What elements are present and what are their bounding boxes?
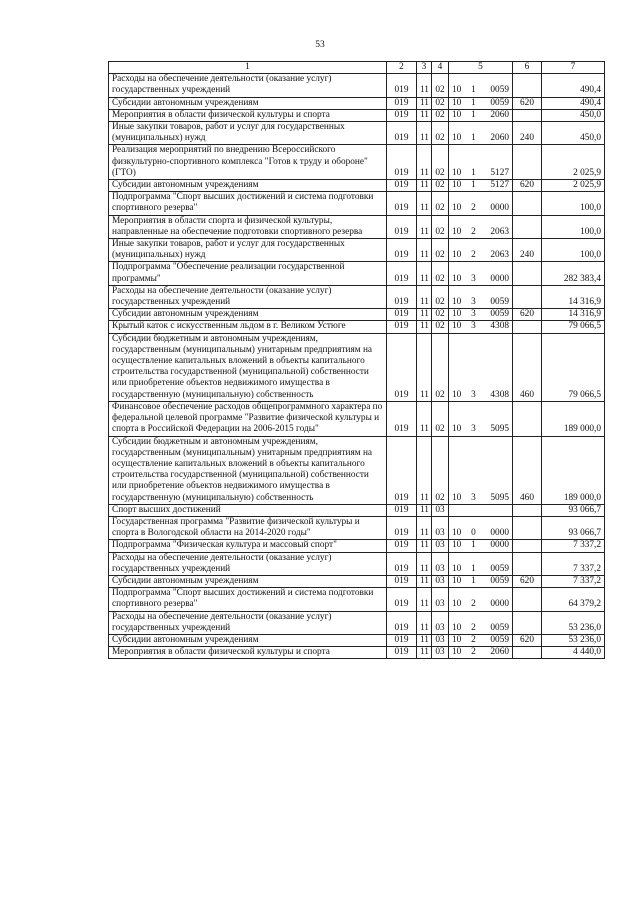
ministry-code: 019	[387, 109, 417, 121]
program-code: 10	[452, 133, 462, 144]
subsection-code: 02	[432, 262, 449, 285]
ministry-code: 019	[387, 321, 417, 333]
direction-code: 5127	[490, 180, 509, 191]
amount: 490,4	[542, 74, 605, 97]
expense-name: Мероприятия в области физической культуры и спорта	[109, 647, 387, 659]
subprogram-code: 1	[471, 85, 476, 96]
table-row	[109, 309, 605, 321]
amount: 53 236,0	[542, 611, 605, 634]
subsection-code: 02	[432, 401, 449, 436]
table-row	[109, 552, 605, 575]
subsection-code: 02	[432, 285, 449, 308]
expense-type-code	[513, 504, 542, 516]
section-code: 11	[417, 192, 432, 215]
section-code: 11	[417, 122, 432, 145]
expense-type-code: 240	[513, 122, 542, 145]
subprogram-code: 2	[471, 647, 476, 658]
amount: 490,4	[542, 97, 605, 109]
section-code: 11	[417, 575, 432, 587]
program-code: 10	[452, 389, 462, 400]
subprogram-code: 1	[471, 563, 476, 574]
direction-code: 2063	[490, 226, 509, 237]
table-row	[109, 588, 605, 611]
section-code: 11	[417, 552, 432, 575]
program-code: 10	[452, 540, 462, 551]
expense-name: Подпрограмма "Физическая культура и массовый спорт"	[109, 540, 387, 552]
column-header: 3	[417, 62, 432, 74]
ministry-code: 019	[387, 215, 417, 238]
subprogram-code: 3	[471, 309, 476, 320]
column-header: 7	[542, 62, 605, 74]
section-code: 11	[417, 540, 432, 552]
section-code: 11	[417, 333, 432, 401]
table-row	[109, 436, 605, 504]
target-article-code	[449, 611, 513, 634]
subsection-code: 03	[432, 588, 449, 611]
amount: 79 066,5	[542, 333, 605, 401]
section-code: 11	[417, 285, 432, 308]
subprogram-code: 1	[471, 167, 476, 178]
program-code: 10	[452, 647, 462, 658]
expense-name: Иные закупки товаров, работ и услуг для государственных (муниципальных) нужд	[109, 122, 387, 145]
target-article-code	[449, 504, 513, 516]
column-header: 6	[513, 62, 542, 74]
amount: 2 025,9	[542, 180, 605, 192]
expense-type-code	[513, 588, 542, 611]
section-code: 11	[417, 504, 432, 516]
target-article-code	[449, 552, 513, 575]
target-article-code	[449, 540, 513, 552]
table-row	[109, 401, 605, 436]
table-row	[109, 333, 605, 401]
section-code: 11	[417, 239, 432, 262]
target-article-code	[449, 97, 513, 109]
subsection-code: 02	[432, 333, 449, 401]
subprogram-code: 3	[471, 321, 476, 332]
direction-code: 5127	[490, 167, 509, 178]
table-row	[109, 285, 605, 308]
table-row	[109, 540, 605, 552]
direction-code: 2060	[490, 647, 509, 658]
amount: 14 316,9	[542, 309, 605, 321]
subsection-code: 03	[432, 611, 449, 634]
program-code: 10	[452, 424, 462, 435]
expense-name: Субсидии автономным учреждениям	[109, 97, 387, 109]
expense-type-code	[513, 552, 542, 575]
direction-code: 2060	[490, 133, 509, 144]
subprogram-code: 0	[471, 528, 476, 539]
direction-code: 0059	[490, 622, 509, 633]
program-code: 10	[452, 109, 462, 120]
direction-code: 0059	[490, 97, 509, 108]
target-article-code	[449, 333, 513, 401]
expense-name: Государственная программа "Развитие физической культуры и спорта в Вологодской области на 2014-2020 годы"	[109, 516, 387, 539]
direction-code: 0000	[490, 599, 509, 610]
ministry-code: 019	[387, 634, 417, 646]
target-article-code	[449, 575, 513, 587]
section-code: 11	[417, 321, 432, 333]
table-row	[109, 180, 605, 192]
amount: 189 000,0	[542, 436, 605, 504]
expense-name: Субсидии бюджетным и автономным учреждениям, государственным (муниципальным) унитарным предприятиям на осуществление капитальных вложений в объекты капитального строительства государственной (муниципальной) собственности или приобретение объектов недвижимого имущества в государственную (муниципальную) собственность	[109, 436, 387, 504]
direction-code: 5095	[490, 492, 509, 503]
target-article-code	[449, 309, 513, 321]
column-header: 1	[109, 62, 387, 74]
subprogram-code: 2	[471, 634, 476, 645]
expense-type-code	[513, 74, 542, 97]
table-row	[109, 516, 605, 539]
subsection-code: 02	[432, 309, 449, 321]
expense-name: Спорт высших достижений	[109, 504, 387, 516]
target-article-code	[449, 239, 513, 262]
target-article-code	[449, 74, 513, 97]
program-code: 10	[452, 273, 462, 284]
amount: 282 383,4	[542, 262, 605, 285]
table-row	[109, 192, 605, 215]
subsection-code: 02	[432, 122, 449, 145]
amount: 450,0	[542, 122, 605, 145]
program-code: 10	[452, 634, 462, 645]
subprogram-code: 1	[471, 109, 476, 120]
expense-name: Расходы на обеспечение деятельности (оказание услуг) государственных учреждений	[109, 74, 387, 97]
section-code: 11	[417, 436, 432, 504]
program-code: 10	[452, 309, 462, 320]
direction-code: 0059	[490, 297, 509, 308]
subprogram-code: 3	[471, 424, 476, 435]
expense-type-code: 620	[513, 97, 542, 109]
section-code: 11	[417, 634, 432, 646]
subsection-code: 03	[432, 516, 449, 539]
ministry-code: 019	[387, 192, 417, 215]
section-code: 11	[417, 145, 432, 180]
expense-type-code	[513, 647, 542, 659]
amount: 93 066,7	[542, 516, 605, 539]
expense-name: Мероприятия в области спорта и физической культуры, направленные на обеспечение подготовки спортивного резерва	[109, 215, 387, 238]
ministry-code: 019	[387, 74, 417, 97]
ministry-code: 019	[387, 575, 417, 587]
ministry-code: 019	[387, 145, 417, 180]
program-code: 10	[452, 492, 462, 503]
table-row	[109, 74, 605, 97]
program-code: 10	[452, 85, 462, 96]
subsection-code: 03	[432, 552, 449, 575]
direction-code: 4308	[490, 389, 509, 400]
program-code: 10	[452, 528, 462, 539]
ministry-code: 019	[387, 552, 417, 575]
expense-type-code	[513, 262, 542, 285]
subprogram-code: 2	[471, 226, 476, 237]
expense-name: Подпрограмма "Обеспечение реализации государственной программы"	[109, 262, 387, 285]
section-code: 11	[417, 611, 432, 634]
section-code: 11	[417, 109, 432, 121]
subsection-code: 02	[432, 145, 449, 180]
subsection-code: 02	[432, 321, 449, 333]
subsection-code: 03	[432, 634, 449, 646]
amount: 14 316,9	[542, 285, 605, 308]
expense-type-code: 620	[513, 180, 542, 192]
expense-name: Реализация мероприятий по внедрению Всероссийского физкультурно-спортивного комплекса "Готов к труду и обороне" (ГТО)	[109, 145, 387, 180]
program-code: 10	[452, 297, 462, 308]
ministry-code: 019	[387, 262, 417, 285]
amount: 100,0	[542, 215, 605, 238]
direction-code: 0000	[490, 528, 509, 539]
direction-code: 5095	[490, 424, 509, 435]
direction-code: 0059	[490, 563, 509, 574]
target-article-code	[449, 262, 513, 285]
expense-type-code	[513, 540, 542, 552]
program-code: 10	[452, 226, 462, 237]
subsection-code: 02	[432, 215, 449, 238]
ministry-code: 019	[387, 180, 417, 192]
program-code: 10	[452, 563, 462, 574]
subsection-code: 02	[432, 97, 449, 109]
expense-name: Субсидии автономным учреждениям	[109, 634, 387, 646]
section-code: 11	[417, 647, 432, 659]
ministry-code: 019	[387, 122, 417, 145]
subprogram-code: 1	[471, 133, 476, 144]
subsection-code: 03	[432, 540, 449, 552]
target-article-code	[449, 180, 513, 192]
expense-name: Иные закупки товаров, работ и услуг для государственных (муниципальных) нужд	[109, 239, 387, 262]
target-article-code	[449, 588, 513, 611]
direction-code: 0000	[490, 273, 509, 284]
amount: 93 066,7	[542, 504, 605, 516]
expense-type-code	[513, 192, 542, 215]
subsection-code: 02	[432, 180, 449, 192]
expense-type-code: 620	[513, 309, 542, 321]
subsection-code: 02	[432, 239, 449, 262]
subsection-code: 02	[432, 74, 449, 97]
ministry-code: 019	[387, 97, 417, 109]
program-code: 10	[452, 599, 462, 610]
target-article-code	[449, 516, 513, 539]
expense-name: Расходы на обеспечение деятельности (оказание услуг) государственных учреждений	[109, 285, 387, 308]
amount: 53 236,0	[542, 634, 605, 646]
target-article-code	[449, 285, 513, 308]
program-code: 10	[452, 97, 462, 108]
direction-code: 0059	[490, 575, 509, 586]
amount: 100,0	[542, 192, 605, 215]
subprogram-code: 2	[471, 250, 476, 261]
expense-name: Мероприятия в области физической культуры и спорта	[109, 109, 387, 121]
subsection-code: 02	[432, 192, 449, 215]
amount: 7 337,2	[542, 575, 605, 587]
ministry-code: 019	[387, 540, 417, 552]
section-code: 11	[417, 97, 432, 109]
expense-type-code: 460	[513, 436, 542, 504]
ministry-code: 019	[387, 333, 417, 401]
expense-type-code: 240	[513, 239, 542, 262]
direction-code: 4308	[490, 321, 509, 332]
subprogram-code: 2	[471, 622, 476, 633]
section-code: 11	[417, 516, 432, 539]
ministry-code: 019	[387, 504, 417, 516]
program-code: 10	[452, 180, 462, 191]
subsection-code: 03	[432, 504, 449, 516]
ministry-code: 019	[387, 401, 417, 436]
table-header-row	[109, 62, 605, 74]
section-code: 11	[417, 401, 432, 436]
expense-name: Подпрограмма "Спорт высших достижений и система подготовки спортивного резерва"	[109, 192, 387, 215]
ministry-code: 019	[387, 647, 417, 659]
expense-name: Субсидии бюджетным и автономным учреждениям, государственным (муниципальным) унитарным предприятиям на осуществление капитальных вложений в объекты капитального строительства государственной (муниципальной) собственности или приобретение объектов недвижимого имущества в государственную (муниципальную) собственность	[109, 333, 387, 401]
amount: 2 025,9	[542, 145, 605, 180]
program-code: 10	[452, 321, 462, 332]
expense-name: Финансовое обеспечение расходов общепрограммного характера по федеральной целевой программе "Развитие физической культуры и спорта в Российской Федерации на 2006-2015 годы"	[109, 401, 387, 436]
subprogram-code: 1	[471, 97, 476, 108]
program-code: 10	[452, 575, 462, 586]
subprogram-code: 1	[471, 180, 476, 191]
subsection-code: 03	[432, 647, 449, 659]
target-article-code	[449, 634, 513, 646]
expense-name: Субсидии автономным учреждениям	[109, 180, 387, 192]
target-article-code	[449, 647, 513, 659]
subprogram-code: 3	[471, 273, 476, 284]
subsection-code: 03	[432, 575, 449, 587]
direction-code: 0000	[490, 540, 509, 551]
amount: 64 379,2	[542, 588, 605, 611]
ministry-code: 019	[387, 309, 417, 321]
section-code: 11	[417, 180, 432, 192]
expense-name: Крытый каток с искусственным льдом в г. Великом Устюге	[109, 321, 387, 333]
ministry-code: 019	[387, 285, 417, 308]
subsection-code: 02	[432, 109, 449, 121]
target-article-code	[449, 215, 513, 238]
amount: 450,0	[542, 109, 605, 121]
section-code: 11	[417, 588, 432, 611]
target-article-code	[449, 401, 513, 436]
target-article-code	[449, 436, 513, 504]
subsection-code: 02	[432, 436, 449, 504]
target-article-code	[449, 109, 513, 121]
table-row	[109, 504, 605, 516]
table-row	[109, 145, 605, 180]
ministry-code: 019	[387, 239, 417, 262]
program-code: 10	[452, 203, 462, 214]
subprogram-code: 3	[471, 492, 476, 503]
expense-type-code	[513, 215, 542, 238]
column-header: 2	[387, 62, 417, 74]
table-row	[109, 239, 605, 262]
expense-type-code: 620	[513, 575, 542, 587]
ministry-code: 019	[387, 611, 417, 634]
section-code: 11	[417, 215, 432, 238]
expense-type-code: 620	[513, 634, 542, 646]
table-row	[109, 97, 605, 109]
subprogram-code: 3	[471, 297, 476, 308]
program-code: 10	[452, 250, 462, 261]
expense-type-code: 460	[513, 333, 542, 401]
amount: 7 337,2	[542, 540, 605, 552]
expense-type-code	[513, 611, 542, 634]
target-article-code	[449, 192, 513, 215]
direction-code: 0000	[490, 203, 509, 214]
expense-type-code	[513, 321, 542, 333]
table-row	[109, 634, 605, 646]
expense-type-code	[513, 109, 542, 121]
amount: 79 066,5	[542, 321, 605, 333]
expense-name: Расходы на обеспечение деятельности (оказание услуг) государственных учреждений	[109, 611, 387, 634]
target-article-code	[449, 122, 513, 145]
expense-type-code	[513, 145, 542, 180]
amount: 7 337,2	[542, 552, 605, 575]
section-code: 11	[417, 309, 432, 321]
column-header: 4	[432, 62, 449, 74]
table-row	[109, 321, 605, 333]
ministry-code: 019	[387, 516, 417, 539]
section-code: 11	[417, 74, 432, 97]
program-code: 10	[452, 622, 462, 633]
table-row	[109, 647, 605, 659]
expense-name: Расходы на обеспечение деятельности (оказание услуг) государственных учреждений	[109, 552, 387, 575]
subprogram-code: 1	[471, 540, 476, 551]
amount: 100,0	[542, 239, 605, 262]
budget-table	[108, 61, 605, 659]
table-row	[109, 109, 605, 121]
table-row	[109, 262, 605, 285]
page-number: 53	[315, 40, 325, 50]
subprogram-code: 2	[471, 203, 476, 214]
column-header: 5	[449, 62, 513, 74]
direction-code: 0059	[490, 309, 509, 320]
direction-code: 2063	[490, 250, 509, 261]
section-code: 11	[417, 262, 432, 285]
table-row	[109, 122, 605, 145]
table-row	[109, 575, 605, 587]
ministry-code: 019	[387, 588, 417, 611]
direction-code: 0059	[490, 85, 509, 96]
table-row	[109, 215, 605, 238]
subprogram-code: 1	[471, 575, 476, 586]
expense-type-code	[513, 285, 542, 308]
expense-type-code	[513, 401, 542, 436]
expense-name: Подпрограмма "Спорт высших достижений и система подготовки спортивного резерва"	[109, 588, 387, 611]
expense-name: Субсидии автономным учреждениям	[109, 575, 387, 587]
ministry-code: 019	[387, 436, 417, 504]
direction-code: 2060	[490, 109, 509, 120]
expense-type-code	[513, 516, 542, 539]
subprogram-code: 2	[471, 599, 476, 610]
table-row	[109, 611, 605, 634]
target-article-code	[449, 321, 513, 333]
amount: 4 440,0	[542, 647, 605, 659]
amount: 189 000,0	[542, 401, 605, 436]
target-article-code	[449, 145, 513, 180]
subprogram-code: 3	[471, 389, 476, 400]
program-code: 10	[452, 167, 462, 178]
direction-code: 0059	[490, 634, 509, 645]
expense-name: Субсидии автономным учреждениям	[109, 309, 387, 321]
